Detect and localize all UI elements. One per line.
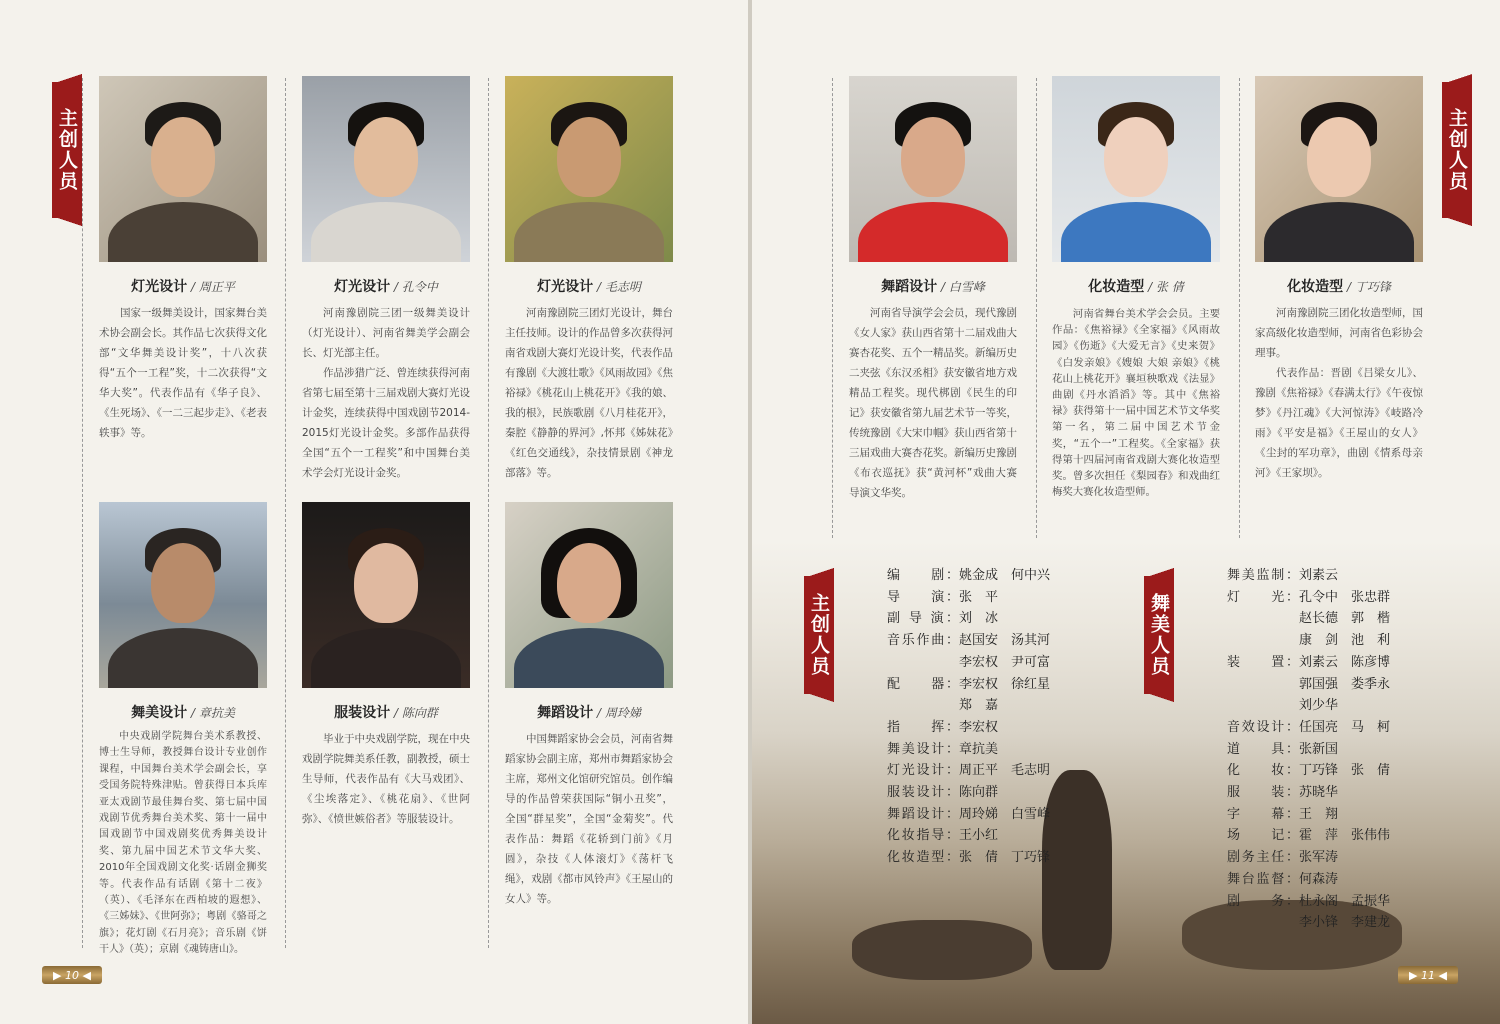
- credit-name: 周玲娣: [959, 806, 999, 822]
- credit-row: [1227, 805, 1351, 825]
- credit-role: 服 装：: [1227, 785, 1299, 800]
- person-title: 灯光设计 / 毛志明: [537, 279, 641, 295]
- person-title: 化妆造型 / 丁巧锋: [1287, 279, 1391, 295]
- credit-row: [1227, 696, 1351, 716]
- person-bio: 国家一级舞美设计，国家舞台美术协会副会长。其作品七次获得文化部“文华舞美设计奖”，十八次获得“五个一工程”奖，十二次获得“文华大奖”。代表作品有《华子良》、《生死场》、《一二三起步走》、《老表轶事》等。: [99, 307, 267, 439]
- column-divider: [1036, 78, 1037, 538]
- section-ribbon-left: [52, 82, 82, 218]
- credit-name: 任国亮: [1299, 719, 1339, 735]
- credit-name: 周正平: [959, 763, 999, 779]
- portrait-photo: [505, 76, 673, 262]
- credit-row: [1227, 740, 1351, 760]
- credit-role: 舞美监制：: [1227, 568, 1299, 583]
- credit-role: 舞蹈设计：: [887, 806, 959, 822]
- portrait-photo: [302, 502, 470, 688]
- credit-name: 尹可富: [1011, 654, 1051, 670]
- credit-name: 刘少华: [1299, 698, 1339, 714]
- person-bio: 河南省舞台美术学会会员。主要作品：《焦裕禄》《全家福》《风雨故园》《伤逝》《大爱无言》《史来贺》《白发亲娘》《嫂娘 大娘 亲娘》《桃花山上桃花开》襄垣秧歌戏《法显》曲剧《丹水滔滔》等。其中《焦裕禄》获得第十一届中国艺术节文华奖第一名，第二届中国艺术节金奖，“五个一”工程奖。《全家福》获得第十四届河南省戏剧大赛化妆造型奖。曾多次担任《梨园春》和戏曲红梅奖大赛化妆造型师。: [1052, 308, 1220, 499]
- credit-name: 张军涛: [1299, 850, 1339, 866]
- credit-row: [887, 761, 1063, 781]
- credit-role: 编 剧：: [887, 568, 959, 583]
- portrait-photo: [99, 502, 267, 688]
- person-bio: 河南豫剧院三团一级舞美设计（灯光设计）、河南省舞美学会副会长、灯光部主任。 作品涉猎广泛、曾连续获得河南省第七届至第十三届戏剧大赛灯光设计金奖，连续获得中国戏剧节2014-2015灯光设计金奖。多部作品获得全国“五个一工程奖”和中国舞台美术学会灯光设计金奖。: [302, 307, 470, 479]
- credit-name: 姚金成: [959, 568, 999, 583]
- column-divider: [82, 78, 83, 948]
- portrait-photo: [302, 76, 470, 262]
- person-title: 舞美设计 / 章抗美: [131, 705, 235, 721]
- credit-name: 李建龙: [1351, 915, 1391, 931]
- column-divider: [285, 78, 286, 948]
- credit-role: 舞台监督：: [1227, 871, 1299, 887]
- person-bio: 中央戏剧学院舞台美术系教授、博士生导师，教授舞台设计专业创作课程，中国舞台美术学会副会长，享受国务院特殊津贴。曾获得日本兵库亚太戏剧节最佳舞台奖、第七届中国戏剧节优秀舞台美术奖、第十一届中国戏剧节中国戏剧奖优秀舞美设计奖、第九届中国艺术节文华大奖、2010年全国戏剧文化奖·话剧金狮奖等。代表作品有话剧《第十二夜》（英）、《毛泽东在西柏坡的遐想》、《三姊妹》、《世阿弥》；粤剧《骆哥之旗》；花灯剧《石月亮》；音乐剧《饼干人》（英）；京剧《魂铸唐山》。: [99, 731, 267, 956]
- credit-name: 苏晓华: [1299, 785, 1339, 800]
- credit-role: 剧务主任：: [1227, 850, 1299, 866]
- credit-name: 张伟伟: [1351, 828, 1391, 844]
- credit-name: 何森涛: [1299, 871, 1339, 887]
- credit-name: 陈向群: [959, 785, 999, 800]
- credit-row: [1227, 870, 1351, 890]
- credit-row: [887, 653, 1063, 673]
- credit-name: 马 柯: [1351, 719, 1391, 735]
- credits-ribbon-creative: 主创人员: [804, 576, 834, 694]
- credit-name: 孔令中: [1299, 589, 1339, 605]
- credit-name: 毛志明: [1011, 763, 1051, 779]
- person-bio: 河南省导演学会会员，现代豫剧《女人家》获山西省第十二届戏曲大赛杏花奖、五个一精品奖。新编历史二夹弦《东汉丞相》获安徽省地方戏精品工程奖。现代梆剧《民生的印记》获安徽省第九届艺术节一等奖，传统豫剧《大宋巾帼》获山西省第十三届戏曲大赛杏花奖。新编历史豫剧《布衣巡抚》获“黄河杯”戏曲大赛导演文华奖。: [849, 307, 1017, 499]
- page-number: ▶ 10 ◀: [42, 966, 102, 984]
- credit-row: [1227, 675, 1403, 695]
- credit-name: 丁巧锋: [1299, 763, 1339, 779]
- portrait-photo: [1255, 76, 1423, 262]
- credit-name: 赵国安: [959, 633, 999, 649]
- credit-role: 副 导 演：: [887, 611, 959, 627]
- credit-row: [1227, 718, 1403, 738]
- credit-name: 李宏权: [959, 654, 999, 670]
- performer-figure: [852, 920, 1032, 980]
- credit-role: 道 具：: [1227, 741, 1299, 757]
- credit-row: [1227, 761, 1403, 781]
- person-title: 化妆造型 / 张 倩: [1088, 279, 1184, 295]
- credit-row: [887, 783, 1011, 803]
- credit-role: 灯 光：: [1227, 589, 1299, 605]
- credit-row: [887, 826, 1011, 846]
- person-title: 舞蹈设计 / 白雪峰: [881, 279, 985, 295]
- credit-role: 舞美设计：: [887, 741, 959, 757]
- section-label: 主创人员: [1446, 108, 1468, 192]
- credit-name: 王小红: [959, 828, 999, 844]
- credit-name: 杜永阁: [1299, 893, 1339, 909]
- credit-role: 化 妆：: [1227, 763, 1299, 779]
- credit-row: [887, 631, 1063, 651]
- credit-row: [887, 696, 1011, 716]
- credit-name: 郭国强: [1299, 676, 1339, 692]
- credit-name: 康 剑: [1299, 633, 1339, 649]
- section-label: 主创人员: [56, 108, 78, 192]
- credit-name: 李小锋: [1299, 915, 1339, 931]
- credit-role: 装 置：: [1227, 654, 1299, 670]
- credit-role: 化妆指导：: [887, 828, 959, 844]
- credit-name: 霍 萍: [1299, 828, 1339, 844]
- credit-row: [887, 675, 1063, 695]
- credit-role: 剧 务：: [1227, 893, 1299, 909]
- credit-name: 张忠群: [1351, 589, 1391, 605]
- credit-role: 灯光设计：: [887, 763, 959, 779]
- credit-row: [1227, 913, 1403, 933]
- person-title: 服装设计 / 陈向群: [334, 705, 438, 721]
- credit-name: 王 翔: [1299, 806, 1339, 822]
- person-bio: 河南豫剧院三团化妆造型师，国家高级化妆造型师，河南省色彩协会理事。 代表作品：晋剧《吕梁女儿》、豫剧《焦裕禄》《春满太行》《午夜惊梦》《丹江魂》《大河惊涛》《岐路冷雨》《平安是福》《王屋山的女人》《尘封的军功章》，曲剧《情系母亲河》《王家坝》。: [1255, 307, 1423, 479]
- credit-row: [1227, 631, 1403, 651]
- credit-name: 郭 楷: [1351, 611, 1391, 627]
- column-divider: [832, 78, 833, 538]
- credit-name: 张 倩: [959, 850, 999, 866]
- person-title: 舞蹈设计 / 周玲娣: [537, 705, 641, 721]
- credit-role: 字 幕：: [1227, 806, 1299, 822]
- credit-row: [1227, 653, 1403, 673]
- credit-name: 李宏权: [959, 676, 999, 692]
- credit-role: 化妆造型：: [887, 850, 959, 866]
- credit-row: [887, 588, 1011, 608]
- credit-name: 郑 嘉: [959, 698, 999, 714]
- credit-row: [1227, 892, 1403, 912]
- credit-name: 白雪峰: [1011, 806, 1051, 822]
- credit-name: 刘素云: [1299, 568, 1339, 583]
- credit-row: [1227, 848, 1351, 868]
- column-divider: [488, 78, 489, 948]
- credit-name: 张 倩: [1351, 763, 1391, 779]
- portrait-photo: [1052, 76, 1220, 262]
- credit-name: 娄季永: [1351, 676, 1391, 692]
- credit-name: 何中兴: [1011, 568, 1051, 583]
- credit-row: [887, 718, 1011, 738]
- credit-role: 服装设计：: [887, 785, 959, 800]
- performer-figure: [1042, 770, 1112, 970]
- credit-row: [1227, 566, 1351, 586]
- credits-ribbon-stage: 舞美人员: [1144, 576, 1174, 694]
- credit-row: [887, 566, 1063, 586]
- credit-row: [887, 805, 1063, 825]
- credit-row: [1227, 588, 1403, 608]
- portrait-photo: [849, 76, 1017, 262]
- page-number: ▶ 11 ◀: [1398, 966, 1458, 984]
- credit-name: 池 利: [1351, 633, 1391, 649]
- credit-name: 张 平: [959, 589, 999, 605]
- credit-name: 张新国: [1299, 741, 1339, 757]
- credit-name: 陈彦博: [1351, 654, 1391, 670]
- portrait-photo: [99, 76, 267, 262]
- credit-row: [1227, 783, 1351, 803]
- credit-role: 导 演：: [887, 589, 959, 605]
- credit-name: 汤其河: [1011, 633, 1051, 649]
- person-bio: 河南豫剧院三团灯光设计，舞台主任技师。设计的作品曾多次获得河南省戏剧大赛灯光设计奖，代表作品有豫剧《大渡壮歌》《风雨故园》《焦裕禄》《桃花山上桃花开》《我的娘、我的根》，民族歌剧《八月桂花开》，秦腔《静静的界河》,怀邦《姊妹花》《红色交通线》，杂技情景剧《神龙部落》等。: [505, 307, 673, 479]
- credit-name: 李宏权: [959, 719, 999, 735]
- person-title: 灯光设计 / 孔令中: [334, 279, 438, 295]
- column-divider: [1239, 78, 1240, 538]
- credit-name: 刘素云: [1299, 654, 1339, 670]
- credit-role: 场 记：: [1227, 828, 1299, 844]
- credit-role: 音效设计：: [1227, 719, 1299, 735]
- left-page: [0, 0, 748, 1024]
- credit-row: [887, 609, 1011, 629]
- credit-row: [1227, 826, 1403, 846]
- credit-role: 配 器：: [887, 676, 959, 692]
- section-ribbon-right: [1442, 82, 1472, 218]
- credit-name: 孟振华: [1351, 893, 1391, 909]
- credit-role: 音乐作曲：: [887, 633, 959, 649]
- credit-role: 指 挥：: [887, 719, 959, 735]
- credit-row: [1227, 609, 1403, 629]
- person-bio: 毕业于中央戏剧学院，现在中央戏剧学院舞美系任教，副教授，硕士生导师，代表作品有《大马戏团》、《尘埃落定》、《桃花扇》、《世阿弥》、《愤世嫉俗者》等服装设计。: [302, 733, 470, 825]
- person-bio: 中国舞蹈家协会会员，河南省舞蹈家协会副主席，郑州市舞蹈家协会主席，郑州文化馆研究馆员。创作编导的作品曾荣获国际“铜小丑奖”，全国“群星奖”，全国“金菊奖”。代表作品：舞蹈《花轿到门前》《月圆》，杂技《人体滚灯》《荡杆飞绳》，戏剧《都市风铃声》《王屋山的女人》等。: [505, 733, 673, 905]
- portrait-photo: [505, 502, 673, 688]
- credit-name: 章抗美: [959, 741, 999, 757]
- credit-name: 丁巧锋: [1011, 850, 1051, 866]
- person-title: 灯光设计 / 周正平: [131, 279, 235, 295]
- credit-row: [887, 848, 1063, 868]
- right-page: [752, 0, 1500, 1024]
- credit-row: [887, 740, 1011, 760]
- credit-name: 刘 冰: [959, 611, 999, 627]
- credit-name: 赵长德: [1299, 611, 1339, 627]
- credit-name: 徐红星: [1011, 676, 1051, 692]
